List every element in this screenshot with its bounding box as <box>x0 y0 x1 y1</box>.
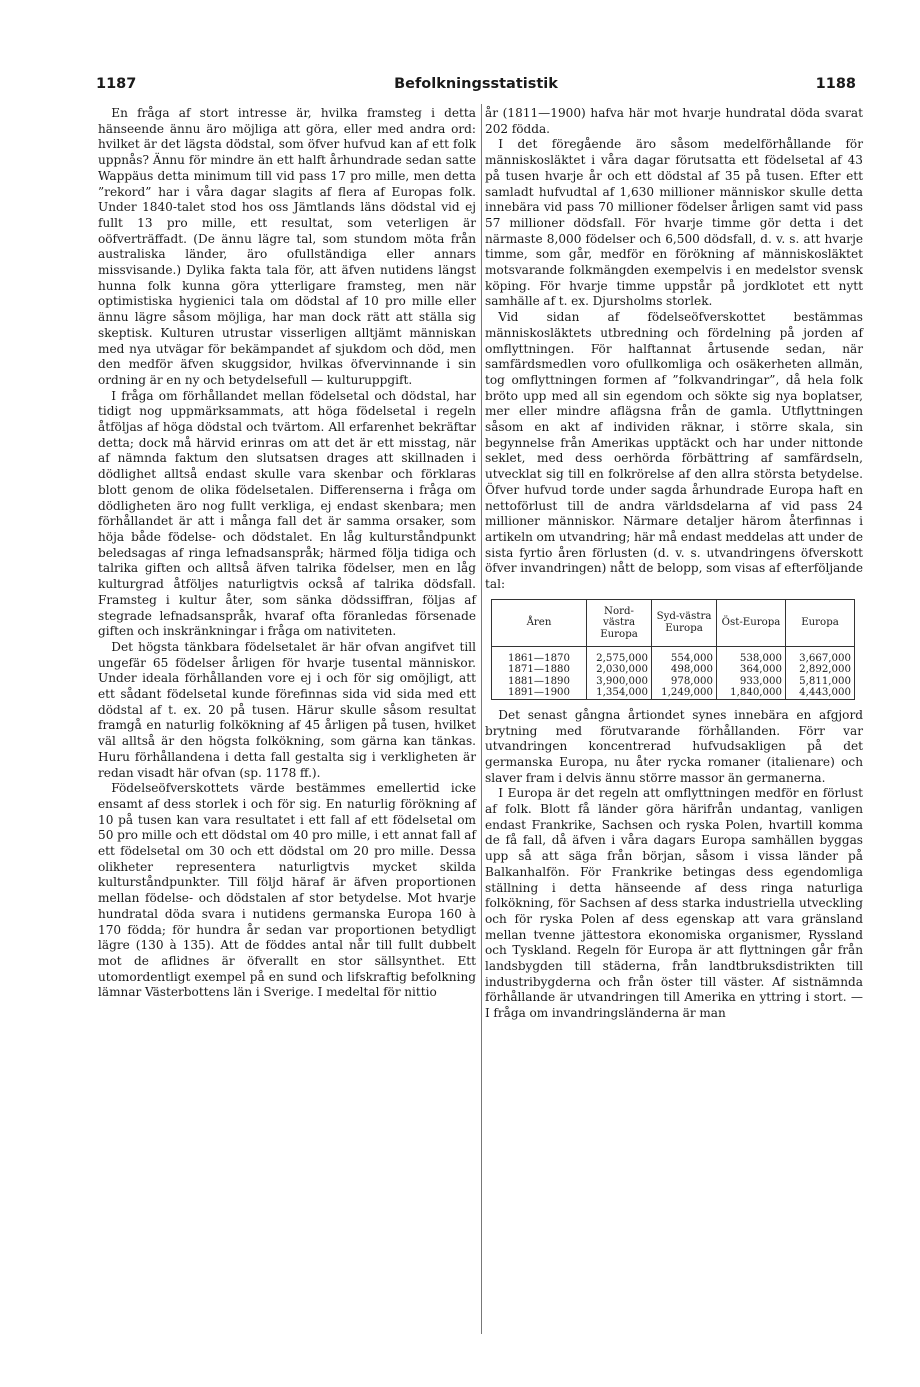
table-cell: 1,840,000 <box>717 687 786 699</box>
paragraph: Det senast gångna årtiondet synes innebära en afgjord brytning med förutvarande förhållanden. Förr var utvandringen koncentrerad hufvudsakligen på det germanska Europa, nu åter rycka romaner (italienare) och slaver fram i delvis ännu större massor än germanerna. <box>485 707 863 785</box>
table-cell: 3,667,000 <box>786 646 855 664</box>
table-cell: 1861—1870 <box>492 646 587 664</box>
running-title: Befolkningsstatistik <box>394 76 558 92</box>
table-row <box>492 646 855 664</box>
table-cell: 498,000 <box>652 664 717 676</box>
table-cell: 1871—1880 <box>492 664 587 676</box>
paragraph: I Europa är det regeln att omflyttningen medför en förlust af folk. Blott få länder göra härifrån undantag, vanligen endast Frankrike, Sachsen och ryska Polen, hvartill komma de få fall, då äfven i våra dagars Europa samhällen byggas upp så att säga från början, såsom i vissa länder på Balkanhalfön. För Frankrike betingas dess egendomliga ställning i detta hänseende af dess ringa naturliga folkökning, för Sachsen af dess starka industriella utveckling och för ryska Polen af dess egenskap att vara gränsland mellan tvenne jättestora ekonomiska organismer, Ryssland och Tyskland. Regeln för Europa är att flyttningen går från landsbygden till städerna, från landtbruksdistrikten till industribygderna och från öster till väster. Af sistnämnda förhållande är utvandringen till Amerika en yttring i stort. — I fråga om invandringsländerna är man <box>485 786 863 1021</box>
table-cell: 3,900,000 <box>587 676 652 688</box>
table-cell: 554,000 <box>652 646 717 664</box>
table-cell: 4,443,000 <box>786 687 855 699</box>
table-row <box>492 664 855 676</box>
column-header: Öst-Europa <box>717 599 786 646</box>
table-cell: 2,892,000 <box>786 664 855 676</box>
page-header <box>96 76 856 98</box>
table-cell: 1,354,000 <box>587 687 652 699</box>
paragraph: Födelseöfverskottets värde bestämmes emellertid icke ensamt af dess storlek i och för sig. En naturlig förökning af 10 på tusen kan vara resultatet i ett fall af ett födelsetal om 50 pro mille och ett dödstal om 40 pro mille, i ett annat fall af ett födelsetal om 30 och ett dödstal om 20 pro mille. Dessa olikheter representera naturligtvis mycket skilda kulturståndpunkter. Till följd häraf är äfven proportionen mellan födelse- och dödstalen af stor betydelse. Mot hvarje hundratal döda svara i nutidens germanska Europa 160 à 170 födda; för hundra år sedan var proportionen betydligt lägre (130 à 135). Att de föddes antal når till fullt dubbelt mot de aflidnes är öfverallt en stor sällsynthet. Ett utomordentligt exempel på en sund och lifskraftig befolkning lämnar Västerbottens län i Sverige. I medeltal för nittio <box>98 781 476 1000</box>
paragraph: år (1811—1900) hafva här mot hvarje hundratal döda svarat 202 födda. <box>485 106 863 136</box>
column-header: Syd-västra Europa <box>652 599 717 646</box>
table-cell: 1881—1890 <box>492 676 587 688</box>
table-cell: 538,000 <box>717 646 786 664</box>
paragraph: I det föregående äro såsom medelförhållande för människosläktet i våra dagar förutsatta ett födelsetal af 43 på tusen hvarje år och ett dödstal af 35 på tusen. Efter ett samladt hufvudtal af 1,630 millioner människor skulle detta innebära vid pass 70 millioner födelser årligen samt vid pass 57 millioner dödsfall. För hvarje timme gör detta i det närmaste 8,000 födelser och 6,500 dödsfall, d. v. s. att hvarje timme, som går, medför en förökning af människosläktet motsvarande folkmängden exempelvis i en medelstor svensk köping. För hvarje timme uppstår på jordklotet ett nytt samhälle af t. ex. Djursholms storlek. <box>485 137 863 309</box>
paragraph: I fråga om förhållandet mellan födelsetal och dödstal, har tidigt nog uppmärksammats, att höga födelsetal i regeln åtföljas af höga dödstal och tvärtom. All erfarenhet bekräftar detta; dock må härvid erinras om att det är ett misstag, när af nämnda faktum den slutsatsen drages att skillnaden i dödlighet alltså endast skulle vara skenbar och förklaras blott genom de olika födelsetalen. Differenserna i fråga om dödligheten äro nog fullt verkliga, ej endast skenbara; men förhållandet är att i många fall det är samma orsaker, som höja både födelse- och dödstalet. En låg kulturståndpunkt beledsagas af ringa lefnadsanspråk; härmed följa tidiga och talrika giften och alltså äfven talrika födelser, men en låg kulturgrad åtföljes naturligtvis också af talrika dödsfall. Framsteg i kultur åter, som sänka dödssiffran, följas af stegrade lefnadsanspråk, hvaraf ofta föranledas försenade giften och inskränkningar i fråga om nativiteten. <box>98 388 476 639</box>
table-cell: 2,030,000 <box>587 664 652 676</box>
column-header: Europa <box>786 599 855 646</box>
paragraph: En fråga af stort intresse är, hvilka framsteg i detta hänseende ännu äro möjliga att göra, eller med andra ord: hvilket är det lägsta dödstal, som öfver hufvud kan af ett folk uppnås? Ännu för mindre än ett halft århundrade sedan satte Wappäus detta minimum till vid pass 17 pro mille, men detta ”rekord” har i våra dagar slagits af flera af Europas folk. Under 1840-talet stod hos oss Jämtlands läns dödstal vid ej fullt 13 pro mille, ett resultat, som veterligen är oöfverträffadt. (De ännu lägre tal, som stundom möta från australiska länder, äro ofullständiga eller annars missvisande.) Dylika fakta tala för, att äfven nutidens längst hunna folk kunna göra ytterligare framsteg, men när optimistiska hygienici tala om dödstal af 10 pro mille eller ännu lägre såsom möjliga, har man dock rätt att ställa sig skeptisk. Kulturen utrustar visserligen alltjämt människan med nya utvägar för bekämpandet af sjukdom och död, men den medför äfven skuggsidor, hvilkas öfvervinnande i sin ordning är en ny och betydelsefull — kulturuppgift. <box>98 106 476 387</box>
paragraph: Det högsta tänkbara födelsetalet är här ofvan angifvet till ungefär 65 födelser årligen för hvarje tusental människor. Under ideala förhållanden vore ej i och för sig omöjligt, att ett sådant födelsetal kunde förefinnas sida vid sida med ett dödstal af t. ex. 20 på tusen. Härur skulle såsom resultat framgå en naturlig folkökning af 45 årligen på tusen, hvilket väl alltså är den högsta folkökning, som gärna kan tänkas. Huru förhållandena i detta fall gestalta sig i verkligheten är redan visadt här ofvan (sp. 1178 ff.). <box>98 639 476 780</box>
table-cell: 364,000 <box>717 664 786 676</box>
table-cell: 978,000 <box>652 676 717 688</box>
right-column <box>485 106 863 1022</box>
table-cell: 933,000 <box>717 676 786 688</box>
page-number-right: 1188 <box>815 76 856 92</box>
table-cell: 1,249,000 <box>652 687 717 699</box>
column-header: Nord-västra Europa <box>587 599 652 646</box>
table-cell: 5,811,000 <box>786 676 855 688</box>
paragraph: Vid sidan af födelseöfverskottet bestämmas människosläktets utbredning och fördelning på jorden af omflyttningen. För halftannat årtusende sedan, när samfärdsmedlen voro ofullkomliga och osäkerheten allmän, tog omflyttningen formen af ”folkvandringar”, då hela folk bröto upp med all sin egendom och sökte sig nya boplatser, mer eller mindre aflägsna från de gamla. Utflyttningen såsom en akt af individen räknar, i större skala, sin begynnelse från Amerikas upptäckt och har under nittonde seklet, med dess oerhörda förbättring af samfärdseln, utvecklat sig till en folkrörelse af den allra största betydelse. Öfver hufvud torde under sagda århundrade Europa haft en nettoförlust till de andra världsdelarna af vid pass 24 millioner människor. Närmare detaljer härom återfinnas i artikeln om utvandring; här må endast meddelas att under de sista fyrtio åren förlusten (d. v. s. utvandringens öfverskott öfver invandringen) nått de belopp, som visas af efterföljande tal: <box>485 310 863 592</box>
left-column <box>98 106 476 1001</box>
table-row <box>492 676 855 688</box>
table-cell: 1891—1900 <box>492 687 587 699</box>
table-cell: 2,575,000 <box>587 646 652 664</box>
column-divider <box>481 104 482 1334</box>
emigration-table <box>491 599 855 700</box>
table-row <box>492 687 855 699</box>
column-header: Åren <box>492 599 587 646</box>
table-header-row <box>492 599 855 646</box>
page-number-left: 1187 <box>96 76 137 92</box>
